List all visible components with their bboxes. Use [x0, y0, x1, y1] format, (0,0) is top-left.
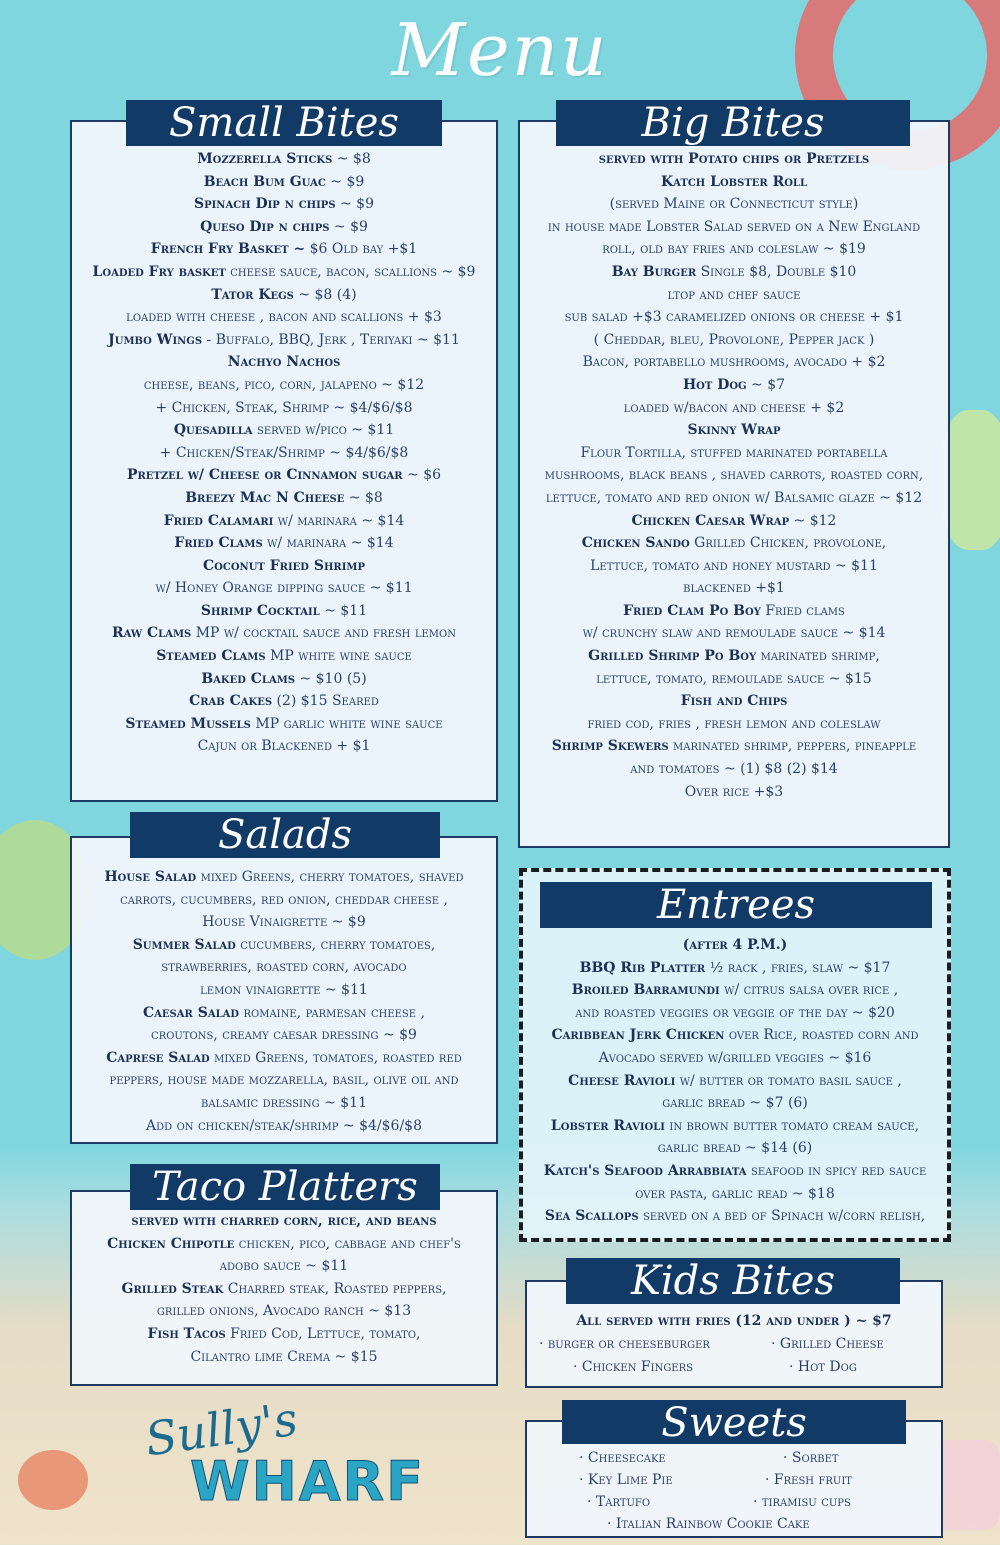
menu-line	[520, 577, 948, 600]
item-name: Fried Clams	[174, 535, 263, 552]
kids-item-hot-dog: · Hot Dog	[789, 1359, 857, 1375]
item-name: Katch Lobster Roll	[661, 173, 807, 190]
item-detail: loaded with cheese , bacon and scallions + $3	[126, 309, 442, 326]
menu-line	[520, 668, 948, 691]
kids-bites-heading: Kids Bites	[566, 1258, 900, 1304]
menu-line	[72, 397, 496, 420]
item-detail: cheese sauce, bacon, scallions ~ $9	[225, 263, 476, 280]
menu-line	[520, 555, 948, 578]
item-detail: strawberries, roasted corn, avocado	[161, 959, 407, 976]
menu-line	[72, 1002, 496, 1025]
small-bites-panel	[70, 120, 498, 802]
item-name: Jumbo Wings	[108, 331, 203, 348]
menu-line	[520, 487, 948, 510]
item-name: Fish Tacos	[147, 1325, 226, 1342]
item-name: Pretzel w/ Cheese or Cinnamon sugar	[126, 467, 403, 484]
sweet-sorbet: · Sorbet	[783, 1450, 839, 1466]
menu-line	[520, 622, 948, 645]
menu-line	[72, 555, 496, 578]
sweet-fresh-fruit: · Fresh fruit	[765, 1472, 852, 1488]
item-detail: w/ citrus salsa over rice ,	[719, 982, 899, 999]
item-detail: loaded w/bacon and cheese + $2	[623, 399, 845, 416]
item-name: Grilled Shrimp Po Boy	[588, 648, 757, 665]
kids-item-chicken-fingers: · Chicken Fingers	[573, 1359, 693, 1375]
menu-line	[523, 1070, 947, 1093]
item-detail: in brown butter tomato cream sauce,	[664, 1117, 920, 1134]
item-detail: w/ crunchy slaw and remoulade sauce ~ $14	[582, 625, 886, 642]
menu-line	[72, 1092, 496, 1115]
item-name: Chicken Sando	[581, 535, 690, 552]
menu-line	[72, 148, 496, 171]
big-bites-heading: Big Bites	[556, 100, 910, 146]
item-detail: cheese, beans, pico, corn, jalapeno ~ $12	[143, 376, 425, 393]
item-name: (after 4 P.M.)	[682, 937, 788, 953]
item-detail: ~ $8 (4)	[293, 286, 357, 303]
menu-line	[72, 622, 496, 645]
item-name: Caribbean Jerk Chicken	[551, 1027, 725, 1044]
menu-line	[520, 600, 948, 623]
item-detail: Bacon, portabello mushrooms, avocado + $2	[582, 354, 886, 371]
item-detail: w/ butter or tomato basil sauce ,	[675, 1072, 902, 1089]
item-detail: peppers, house made mozzarella, basil, olive oil and	[109, 1072, 459, 1089]
item-detail: ~ $9	[335, 196, 374, 213]
item-detail: ~ $6	[402, 467, 442, 484]
menu-line	[523, 979, 947, 1002]
item-name: Spinach Dip n chips	[194, 196, 336, 213]
item-name: Sea Scallops	[544, 1208, 639, 1225]
sweet-cheesecake: · Cheesecake	[579, 1450, 666, 1466]
salads-panel	[70, 836, 498, 1144]
item-name: BBQ Rib Platter	[579, 959, 706, 976]
menu-line	[523, 1024, 947, 1047]
menu-line	[72, 911, 496, 934]
item-detail: ½ rack , fries, slaw ~ $17	[705, 959, 891, 976]
item-detail: w/ marinara ~ $14	[262, 535, 394, 552]
item-name: Caesar Salad	[143, 1004, 240, 1021]
item-detail: mushrooms, black beans , shaved carrots, roasted corn,	[544, 467, 924, 484]
item-detail: ~ $11	[319, 602, 368, 619]
menu-line	[520, 238, 948, 261]
menu-line	[72, 668, 496, 691]
menu-line	[520, 261, 948, 284]
menu-line	[523, 1183, 947, 1206]
item-detail: Charred steak, Roasted peppers,	[223, 1280, 447, 1297]
menu-line	[520, 781, 948, 804]
item-name: served with charred corn, rice, and beans	[131, 1213, 437, 1229]
menu-line	[523, 1002, 947, 1025]
item-name: Bay Burger	[611, 263, 697, 280]
item-name: Queso Dip n chips	[200, 218, 330, 235]
item-detail: and tomatoes ~ (1) $8 (2) $14	[630, 761, 838, 778]
menu-line	[520, 735, 948, 758]
item-detail: balsamic dressing ~ $11	[201, 1094, 367, 1111]
menu-line	[520, 397, 948, 420]
salads-heading: Salads	[130, 812, 440, 858]
menu-line	[72, 690, 496, 713]
sweet-tiramisu-cups: · tiramisu cups	[753, 1494, 851, 1510]
sweets-heading: Sweets	[562, 1400, 906, 1444]
item-name: Fish and Chips	[680, 693, 788, 710]
item-detail: MP garlic white wine sauce	[250, 715, 443, 732]
menu-line	[72, 532, 496, 555]
menu-line	[520, 532, 948, 555]
menu-line	[72, 577, 496, 600]
item-detail: w/ Honey Orange dipping sauce ~ $11	[155, 580, 413, 597]
menu-line	[72, 934, 496, 957]
menu-line	[72, 261, 496, 284]
item-detail: chicken, pico, cabbage and chef's	[234, 1235, 461, 1252]
item-detail: ~ $9	[325, 173, 365, 190]
item-name: Hot Dog	[682, 376, 747, 393]
item-detail: garlic bread ~ $7 (6)	[662, 1095, 808, 1112]
item-detail: MP white wine sauce	[265, 648, 412, 665]
menu-line	[520, 216, 948, 239]
item-name: Skinny Wrap	[687, 422, 781, 439]
item-name: Cheese Ravioli	[568, 1072, 676, 1089]
item-detail: ~ $12	[789, 512, 837, 529]
menu-line	[520, 510, 948, 533]
entrees-list	[523, 934, 947, 1228]
item-detail: (2) $15 Seared	[272, 693, 379, 710]
item-detail: fried cod, fries , fresh lemon and coleslaw	[587, 715, 881, 732]
menu-line	[72, 238, 496, 261]
item-detail: $6 Old bay +$1	[305, 241, 418, 258]
menu-line	[72, 1233, 496, 1256]
item-detail: Add on chicken/steak/shrimp ~ $4/$6/$8	[146, 1117, 422, 1134]
item-detail: MP w/ cocktail sauce and fresh lemon	[191, 625, 456, 642]
menu-line	[523, 1205, 947, 1228]
menu-line	[523, 934, 947, 957]
item-name: House Salad	[104, 869, 197, 885]
item-detail: romaine, parmesan cheese ,	[239, 1004, 425, 1021]
menu-line	[72, 1069, 496, 1092]
menu-line	[520, 193, 948, 216]
menu-line	[520, 419, 948, 442]
menu-line	[72, 487, 496, 510]
item-name: served with Potato chips or Pretzels	[598, 151, 870, 167]
small-bites-heading: Small Bites	[126, 100, 442, 146]
item-detail: Grilled Chicken, provolone,	[689, 535, 887, 552]
sweet-tartufo: · Tartufo	[587, 1494, 651, 1510]
item-name: Beach Bum Guac	[203, 173, 326, 190]
item-name: Summer Salad	[132, 936, 236, 953]
item-detail: lettuce, tomato and red onion w/ Balsamic glaze ~ $12	[545, 489, 923, 506]
sullys-wharf-logo	[140, 1391, 440, 1513]
item-detail: ~ $8	[344, 489, 383, 506]
taco-platters-heading: Taco Platters	[130, 1164, 440, 1210]
item-detail: carrots, cucumbers, red onion, cheddar cheese ,	[120, 891, 448, 908]
item-detail: marinated shrimp, peppers, pineapple	[668, 738, 917, 755]
menu-line	[523, 957, 947, 980]
menu-line	[520, 148, 948, 171]
menu-line	[72, 1115, 496, 1138]
item-detail: and roasted veggies or veggie of the day ~ $20	[575, 1004, 895, 1021]
menu-line	[72, 216, 496, 239]
item-name: Broiled Barramundi	[571, 982, 720, 999]
item-name: Baked Clams	[201, 670, 296, 687]
item-detail: roll, old bay fries and coleslaw ~ $19	[602, 241, 866, 258]
item-detail: House Vinaigrette ~ $9	[202, 914, 366, 931]
menu-line	[72, 351, 496, 374]
item-detail: + Chicken/Steak/Shrimp ~ $4/$6/$8	[159, 444, 409, 461]
item-name: Loaded Fry basket	[92, 263, 226, 280]
menu-line	[72, 306, 496, 329]
menu-line	[72, 284, 496, 307]
menu-line	[72, 510, 496, 533]
item-detail: Flour Tortilla, stuffed marinated portabella	[580, 444, 888, 461]
small-bites-list	[72, 148, 496, 758]
menu-line	[520, 645, 948, 668]
item-detail: in house made Lobster Salad served on a New England	[547, 218, 921, 235]
item-name: Nachyo Nachos	[227, 354, 341, 371]
menu-line	[520, 442, 948, 465]
menu-line	[72, 956, 496, 979]
sweet-italian-rainbow-cookie-cake: · Italian Rainbow Cookie Cake	[607, 1516, 810, 1532]
item-name: Grilled Steak	[121, 1280, 224, 1297]
item-name: Lobster Ravioli	[550, 1117, 665, 1134]
menu-line	[72, 1278, 496, 1301]
menu-line	[520, 329, 948, 352]
kids-bites-intro	[527, 1310, 941, 1333]
big-bites-panel	[518, 120, 950, 848]
menu-line	[520, 713, 948, 736]
kids-item-burger: · burger or cheeseburger	[539, 1336, 710, 1352]
item-detail: over pasta, garlic read ~ $18	[635, 1185, 835, 1202]
item-detail: Lettuce, tomato and honey mustard ~ $11	[590, 557, 878, 574]
item-detail: served w/pico ~ $11	[252, 422, 395, 439]
item-detail: Over rice +$3	[684, 783, 784, 800]
item-detail: Fried clams	[760, 602, 845, 619]
menu-line	[72, 713, 496, 736]
menu-line	[72, 1300, 496, 1323]
menu-line	[520, 284, 948, 307]
item-detail: Avocado served w/grilled veggies ~ $16	[598, 1049, 872, 1066]
item-detail: croutons, creamy caesar dressing ~ $9	[151, 1027, 417, 1044]
menu-line	[523, 1160, 947, 1183]
menu-line	[72, 1346, 496, 1369]
menu-line	[523, 1115, 947, 1138]
item-detail: mixed Greens, cherry tomatoes, shaved	[196, 869, 464, 885]
page-title: Menu	[391, 8, 609, 92]
logo-wordmark: WHARF	[190, 1450, 426, 1513]
item-name: Shrimp Skewers	[551, 738, 669, 755]
menu-line	[520, 171, 948, 194]
menu-line	[72, 171, 496, 194]
item-detail: cucumbers, cherry tomatoes,	[235, 936, 436, 953]
item-detail: lettuce, tomato, remoulade sauce ~ $15	[596, 670, 872, 687]
menu-line	[72, 979, 496, 1002]
item-name: Coconut Fried Shrimp	[203, 557, 365, 574]
menu-line	[72, 1323, 496, 1346]
item-detail: garlic bread ~ $14 (6)	[657, 1140, 813, 1157]
item-name: Crab Cakes	[189, 693, 273, 710]
item-name: Chicken Chipotle	[107, 1235, 235, 1252]
taco-platters-panel	[70, 1190, 498, 1386]
item-name: Steamed Mussels	[125, 715, 251, 732]
menu-line	[72, 1255, 496, 1278]
shrimp-decoration	[18, 1450, 88, 1510]
item-detail: lemon vinaigrette ~ $11	[200, 981, 368, 998]
item-detail: sub salad +$3 caramelized onions or cheese + $1	[564, 309, 904, 326]
item-detail: ltop and chef sauce	[667, 286, 801, 303]
item-detail: ~ $8	[332, 151, 371, 167]
entrees-heading: Entrees	[540, 882, 932, 928]
item-detail: Cilantro lime Crema ~ $15	[190, 1348, 378, 1365]
item-name: Raw Clams	[112, 625, 192, 642]
menu-line	[72, 374, 496, 397]
item-detail: ~ $10 (5)	[295, 670, 367, 687]
taco-platters-list	[72, 1210, 496, 1368]
menu-line	[72, 1024, 496, 1047]
menu-line	[72, 600, 496, 623]
item-name: Tator Kegs	[211, 286, 294, 303]
item-detail: Fried Cod, Lettuce, tomato,	[225, 1325, 421, 1342]
item-detail: served on a bed of Spinach w/corn relish,	[638, 1208, 926, 1225]
item-detail: seafood in spicy red sauce	[746, 1162, 927, 1179]
item-detail: Single $8, Double $10	[696, 263, 857, 280]
menu-line	[520, 374, 948, 397]
menu-line	[72, 193, 496, 216]
kids-item-grilled-cheese: · Grilled Cheese	[771, 1336, 884, 1352]
item-detail: mixed Greens, tomatoes, roasted red	[209, 1049, 462, 1066]
salads-list	[72, 866, 496, 1137]
menu-line	[523, 1047, 947, 1070]
menu-line	[523, 1137, 947, 1160]
item-name: Shrimp Cocktail	[200, 602, 320, 619]
menu-line	[72, 442, 496, 465]
item-name: Quesadilla	[173, 422, 253, 439]
item-name: Breezy Mac N Cheese	[185, 489, 345, 506]
big-bites-list	[520, 148, 948, 803]
item-detail: (served Maine or Connecticut style)	[609, 196, 859, 213]
menu-line	[72, 419, 496, 442]
menu-line	[72, 645, 496, 668]
item-name: French Fry Basket ~	[150, 241, 306, 258]
item-detail: ~ $7	[746, 376, 786, 393]
menu-line	[72, 1210, 496, 1233]
logo-script: Sully's	[141, 1391, 301, 1467]
item-name: Katch's Seafood Arrabbiata	[543, 1162, 747, 1179]
item-detail: + Chicken, Steak, Shrimp ~ $4/$6/$8	[155, 399, 413, 416]
item-name: Mozzerella Sticks	[197, 151, 333, 167]
item-detail: over Rice, roasted corn and	[724, 1027, 919, 1044]
item-detail: adobo sauce ~ $11	[219, 1258, 349, 1275]
menu-line	[520, 351, 948, 374]
menu-line	[72, 464, 496, 487]
item-detail: w/ marinara ~ $14	[273, 512, 405, 529]
item-detail: Cajun or Blackened + $1	[197, 738, 371, 755]
item-name: Fried Calamari	[163, 512, 274, 529]
menu-line	[72, 1047, 496, 1070]
menu-line	[523, 1092, 947, 1115]
menu-line	[520, 758, 948, 781]
menu-line	[72, 329, 496, 352]
item-name: Chicken Caesar Wrap	[631, 512, 790, 529]
item-detail: blackened +$1	[683, 580, 785, 597]
menu-line	[520, 306, 948, 329]
item-name: Caprese Salad	[106, 1049, 210, 1066]
item-detail: grilled onions, Avocado ranch ~ $13	[156, 1303, 412, 1320]
menu-line	[72, 866, 496, 889]
menu-line	[72, 735, 496, 758]
item-name: Fried Clam Po Boy	[623, 602, 761, 619]
kids-bites-intro-text: All served with fries (12 and under ) ~ $7	[576, 1313, 892, 1329]
menu-line	[520, 690, 948, 713]
item-detail: ~ $9	[329, 218, 368, 235]
sweet-key-lime-pie: · Key Lime Pie	[579, 1472, 673, 1488]
item-detail: - Buffalo, BBQ, Jerk , Teriyaki ~ $11	[202, 331, 460, 348]
item-detail: marinated shrimp,	[756, 648, 880, 665]
item-detail: ( Cheddar, bleu, Provolone, Pepper jack )	[593, 331, 875, 348]
item-name: Steamed Clams	[156, 648, 266, 665]
menu-line	[72, 889, 496, 912]
menu-line	[520, 464, 948, 487]
